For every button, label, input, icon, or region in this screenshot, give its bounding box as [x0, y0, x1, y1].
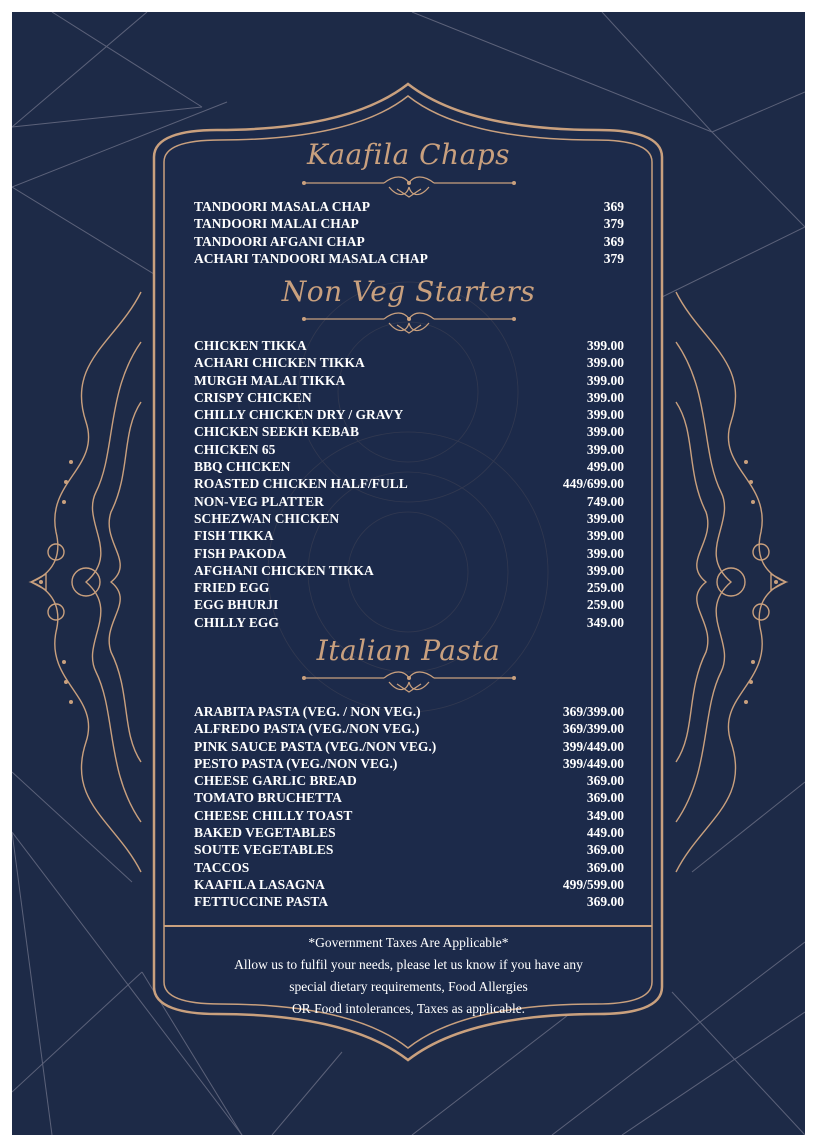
- item-name: CHILLY CHICKEN DRY / GRAVY: [194, 407, 404, 423]
- item-price: 369.00: [586, 790, 624, 806]
- item-price: 499/599.00: [562, 876, 624, 892]
- item-name: CHICKEN SEEKH KEBAB: [194, 424, 360, 440]
- ornamental-divider: [299, 311, 519, 337]
- list-item: [194, 198, 624, 215]
- item-name: AFGHANI CHICKEN TIKKA: [194, 562, 374, 578]
- item-price: 399.00: [586, 407, 624, 423]
- item-name: CHICKEN 65: [194, 441, 276, 457]
- item-name: TANDOORI AFGANI CHAP: [194, 233, 365, 249]
- item-name: CRISPY CHICKEN: [194, 389, 312, 405]
- item-price: 369.00: [586, 842, 624, 858]
- item-price: 399/449.00: [562, 738, 624, 754]
- item-name: BBQ CHICKEN: [194, 459, 291, 475]
- item-price: 399.00: [586, 510, 624, 526]
- item-name: EGG BHURJI: [194, 597, 279, 613]
- italian-pasta-list: [194, 703, 624, 911]
- item-name: CHEESE CHILLY TOAST: [194, 807, 353, 823]
- item-price: 399.00: [586, 338, 624, 353]
- list-item: [194, 545, 624, 562]
- list-item: [194, 789, 624, 806]
- list-item: [194, 859, 624, 876]
- item-name: CHILLY EGG: [194, 614, 279, 630]
- list-item: [194, 354, 624, 371]
- list-item: [194, 755, 624, 772]
- item-price: 379: [603, 216, 624, 232]
- item-name: SOUTE VEGETABLES: [194, 842, 334, 858]
- item-name: ACHARI TANDOORI MASALA CHAP: [194, 250, 428, 266]
- list-item: [194, 579, 624, 596]
- list-item: [194, 250, 624, 267]
- item-price: 369/399.00: [562, 721, 624, 737]
- item-name: CHEESE GARLIC BREAD: [194, 773, 357, 789]
- item-price: 399.00: [586, 355, 624, 371]
- list-item: [194, 527, 624, 544]
- item-name: ACHARI CHICKEN TIKKA: [194, 355, 365, 371]
- item-name: ALFREDO PASTA (VEG./NON VEG.): [194, 721, 420, 737]
- item-price: 399.00: [586, 545, 624, 561]
- item-name: CHICKEN TIKKA: [194, 338, 307, 353]
- non-veg-starters-list: [194, 337, 624, 631]
- section-heading: Kaafila Chaps: [306, 138, 511, 171]
- item-price: 369: [603, 199, 624, 214]
- item-name: TANDOORI MASALA CHAP: [194, 199, 371, 214]
- item-price: 349.00: [586, 807, 624, 823]
- list-item: [194, 510, 624, 527]
- tax-note: *Government Taxes Are Applicable*: [308, 935, 509, 950]
- menu-page: [12, 12, 805, 1135]
- item-name: KAAFILA LASAGNA: [194, 876, 325, 892]
- item-price: 379: [603, 250, 624, 266]
- item-name: FRIED EGG: [194, 580, 270, 596]
- footer-line: OR Food intolerances, Taxes as applicable.: [291, 1001, 526, 1016]
- item-price: 399/449.00: [562, 755, 624, 771]
- item-name: PINK SAUCE PASTA (VEG./NON VEG.): [194, 738, 437, 754]
- item-price: 399.00: [586, 424, 624, 440]
- item-price: 399.00: [586, 441, 624, 457]
- item-price: 749.00: [586, 493, 624, 509]
- list-item: [194, 807, 624, 824]
- item-name: FISH PAKODA: [194, 545, 287, 561]
- item-name: FETTUCCINE PASTA: [194, 894, 329, 910]
- list-item: [194, 703, 624, 720]
- item-price: 369.00: [586, 894, 624, 910]
- section-heading: Non Veg Starters: [281, 275, 536, 308]
- list-item: [194, 233, 624, 250]
- section-heading: Italian Pasta: [316, 634, 501, 667]
- list-item: [194, 841, 624, 858]
- item-price: 449.00: [586, 825, 624, 841]
- item-price: 369.00: [586, 859, 624, 875]
- item-price: 369: [603, 233, 624, 249]
- item-price: 399.00: [586, 389, 624, 405]
- list-item: [194, 772, 624, 789]
- list-item: [194, 824, 624, 841]
- item-name: MURGH MALAI TIKKA: [194, 372, 346, 388]
- list-item: [194, 372, 624, 389]
- item-price: 369/399.00: [562, 704, 624, 719]
- item-price: 349.00: [586, 614, 624, 630]
- item-price: 369.00: [586, 773, 624, 789]
- list-item: [194, 423, 624, 440]
- footer-line: Allow us to fulfil your needs, please let us know if you have any: [234, 957, 583, 972]
- item-price: 259.00: [586, 597, 624, 613]
- list-item: [194, 596, 624, 613]
- item-price: 399.00: [586, 528, 624, 544]
- item-price: 259.00: [586, 580, 624, 596]
- ornamental-divider: [299, 670, 519, 696]
- item-price: 499.00: [586, 459, 624, 475]
- list-item: [194, 406, 624, 423]
- item-price: 449/699.00: [562, 476, 624, 492]
- item-name: BAKED VEGETABLES: [194, 825, 336, 841]
- item-name: TOMATO BRUCHETTA: [194, 790, 342, 806]
- list-item: [194, 389, 624, 406]
- item-name: ARABITA PASTA (VEG. / NON VEG.): [194, 704, 421, 719]
- list-item: [194, 458, 624, 475]
- footer-notice: [172, 932, 645, 1020]
- list-item: [194, 893, 624, 910]
- item-name: NON-VEG PLATTER: [194, 493, 324, 509]
- item-price: 399.00: [586, 562, 624, 578]
- list-item: [194, 441, 624, 458]
- list-item: [194, 337, 624, 354]
- list-item: [194, 614, 624, 631]
- item-price: 399.00: [586, 372, 624, 388]
- item-name: FISH TIKKA: [194, 528, 274, 544]
- item-name: TACCOS: [194, 859, 250, 875]
- list-item: [194, 215, 624, 232]
- item-name: SCHEZWAN CHICKEN: [194, 510, 340, 526]
- list-item: [194, 562, 624, 579]
- list-item: [194, 738, 624, 755]
- list-item: [194, 475, 624, 492]
- footer-line: special dietary requirements, Food Allergies: [289, 979, 528, 994]
- item-name: TANDOORI MALAI CHAP: [194, 216, 359, 232]
- item-name: PESTO PASTA (VEG./NON VEG.): [194, 755, 398, 771]
- kaafila-chaps-list: [194, 198, 624, 267]
- list-item: [194, 876, 624, 893]
- list-item: [194, 493, 624, 510]
- item-name: ROASTED CHICKEN HALF/FULL: [194, 476, 408, 492]
- list-item: [194, 720, 624, 737]
